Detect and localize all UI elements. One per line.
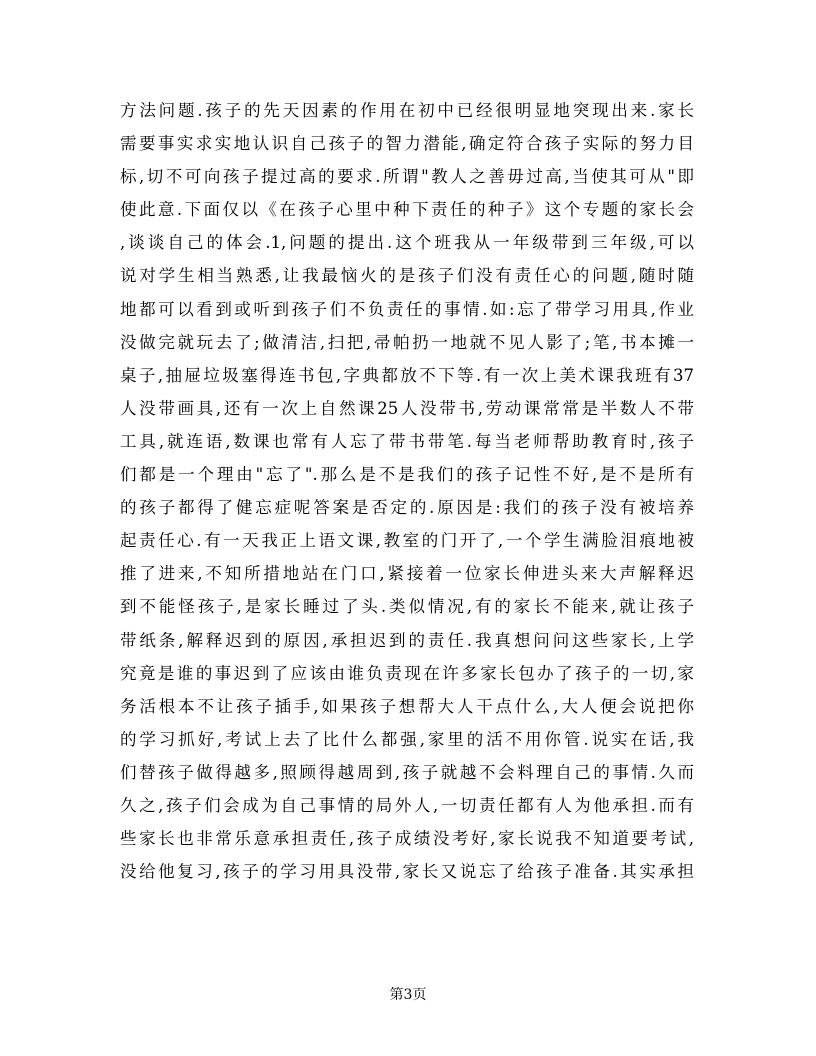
- text-line: 务活根本不让孩子插手,如果孩子想帮大人干点什么,大人便会说把你: [120, 696, 694, 716]
- text-line: ,谈谈自己的体会.1,问题的提出.这个班我从一年级带到三年级,可以: [120, 233, 694, 253]
- text-line: 方法问题.孩子的先天因素的作用在初中已经很明显地突现出来.家长: [120, 101, 694, 120]
- body-text: [120, 94, 694, 888]
- text-line: 地都可以看到或听到孩子们不负责任的事情.如:忘了带学习用具,作业: [120, 299, 694, 319]
- text-line: 的孩子都得了健忘症呢答案是否定的.原因是:我们的孩子没有被培养: [120, 498, 694, 518]
- text-line: 推了进来,不知所措地站在门口,紧接着一位家长伸进头来大声解释迟: [120, 564, 694, 584]
- text-line: 工具,就连语,数课也常有人忘了带书带笔.每当老师帮助教育时,孩子: [120, 431, 694, 451]
- text-line: 的学习抓好,考试上去了比什么都强,家里的活不用你管.说实在话,我: [120, 729, 694, 749]
- text-line: 们替孩子做得越多,照顾得越周到,孩子就越不会料理自己的事情.久而: [120, 762, 694, 782]
- page-number: 第3页: [389, 987, 427, 1003]
- text-line: 没做完就玩去了;做清洁,扫把,帚帕扔一地就不见人影了;笔,书本摊一: [120, 332, 694, 352]
- text-line: 带纸条,解释迟到的原因,承担迟到的责任.我真想问问这些家长,上学: [120, 630, 694, 650]
- text-line: 人没带画具,还有一次上自然课25人没带书,劳动课常常是半数人不带: [120, 398, 694, 418]
- text-line: 说对学生相当熟悉,让我最恼火的是孩子们没有责任心的问题,随时随: [120, 266, 694, 286]
- text-line: 标,切不可向孩子提过高的要求.所谓"教人之善毋过高,当使其可从"即: [120, 167, 694, 187]
- text-line: 们都是一个理由"忘了".那么是不是我们的孩子记性不好,是不是所有: [120, 465, 694, 485]
- text-line: 究竟是谁的事迟到了应该由谁负责现在许多家长包办了孩子的一切,家: [120, 663, 694, 683]
- text-line: 需要事实求实地认识自己孩子的智力潜能,确定符合孩子实际的努力目: [120, 134, 694, 154]
- text-line: 久之,孩子们会成为自己事情的局外人,一切责任都有人为他承担.而有: [120, 795, 694, 815]
- text-line: 到不能怪孩子,是家长睡过了头.类似情况,有的家长不能来,就让孩子: [120, 597, 694, 617]
- text-line: 起责任心.有一天我正上语文课,教室的门开了,一个学生满脸泪痕地被: [120, 531, 694, 551]
- text-line: 使此意.下面仅以《在孩子心里中种下责任的种子》这个专题的家长会: [120, 200, 694, 220]
- text-line: 桌子,抽屉垃圾塞得连书包,字典都放不下等.有一次上美术课我班有37: [120, 365, 694, 385]
- text-line: 没给他复习,孩子的学习用具没带,家长又说忘了给孩子准备.其实承担: [120, 862, 694, 882]
- text-line: 些家长也非常乐意承担责任,孩子成绩没考好,家长说我不知道要考试,: [120, 829, 694, 849]
